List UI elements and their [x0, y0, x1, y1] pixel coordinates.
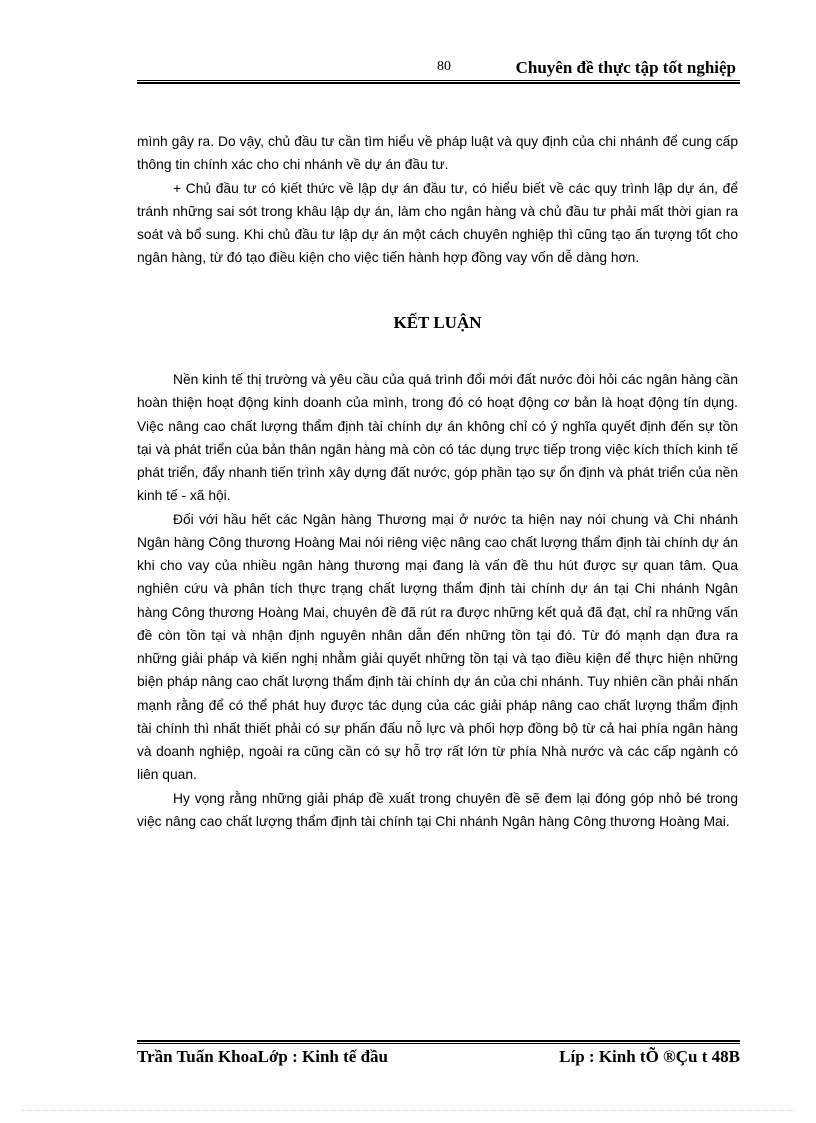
page-header — [137, 56, 740, 80]
conclusion-text — [137, 368, 738, 833]
footer-rule — [137, 1043, 740, 1044]
header-title: Chuyên đề thực tập tốt nghiệp — [515, 58, 736, 77]
paragraph: Hy vọng rằng những giải pháp đề xuất trong chuyên đề sẽ đem lại đóng góp nhỏ bé trong việc nâng cao chất lượng thẩm định tài chính tại Chi nhánh Ngân hàng Công thương Hoàng Mai. — [137, 790, 738, 829]
page-edge-divider — [22, 1110, 794, 1111]
header-rule — [137, 80, 740, 81]
footer-class: Líp : Kinh tÕ ®Çu t 48B — [559, 1047, 740, 1066]
paragraph: + Chủ đầu tư có kiết thức về lập dự án đầu tư, có hiểu biết về các quy trình lập dự án, để tránh những sai sót trong khâu lập dự án, làm cho ngân hàng và chủ đầu tư phải mất thời gian ra soát và bổ sung. Khi chủ đầu tư lập dự án một cách chuyên nghiệp thì cũng tạo ấn tượng tốt cho ngân hàng, từ đó tạo điều kiện cho việc tiến hành hợp đồng vay vốn dễ dàng hơn. — [137, 180, 738, 266]
footer-rule-thick — [137, 1040, 740, 1042]
page-footer — [137, 1045, 740, 1071]
header-rule-thick — [137, 82, 740, 84]
body-text — [137, 130, 738, 270]
page-number: 80 — [437, 59, 451, 74]
paragraph: Nền kinh tế thị trường và yêu cầu của quá trình đổi mới đất nước đòi hỏi các ngân hàng cần hoàn thiện hoạt động kinh doanh của mình, trong đó có hoạt động cơ bản là hoạt động tín dụng. Việc nâng cao chất lượng thẩm định tài chính dự án không chỉ có ý nghĩa quyết định đến sự tồn tại và phát triển của bản thân ngân hàng mà còn có tác dụng trực tiếp trong việc kích thích kinh tế phát triển, đẩy nhanh tiến trình xây dựng đất nước, góp phần tạo sự ổn định và phát triển của nền kinh tế - xã hội. — [137, 372, 738, 504]
footer-author: Trần Tuấn KhoaLớp : Kinh tế đầu — [137, 1047, 388, 1066]
paragraph: Đối với hầu hết các Ngân hàng Thương mại ở nước ta hiện nay nói chung và Chi nhánh Ngân hàng Công thương Hoàng Mai nói riêng việc nâng cao chất lượng thẩm định tài chính dự án khi cho vay của nhiều ngân hàng thương mại đang là vấn đề thu hút được sự quan tâm. Qua nghiên cứu và phân tích thực trạng chất lượng thẩm định tài chính dự án tại Chi nhánh Ngân hàng Công thương Hoàng Mai, chuyên đề đã rút ra được những kết quả đã đạt, chỉ ra những vấn đề còn tồn tại và nhận định nguyên nhân dẫn đến những tồn tại đó. Từ đó mạnh dạn đưa ra những giải pháp và kiến nghị nhằm giải quyết những tồn tại và tạo điều kiện để thực hiện những biện pháp nâng cao chất lượng thẩm định tài chính dự án của chi nhánh. Tuy nhiên cần phải nhấn mạnh rằng để có thể phát huy được tác dụng của các giải pháp nâng cao chất lượng thẩm định tài chính thì nhất thiết phải có sự phấn đấu nỗ lực và phối hợp đồng bộ từ cả hai phía ngân hàng và doanh nghiệp, ngoài ra cũng cần có sự hỗ trợ rất lớn từ phía Nhà nước và các cấp ngành có liên quan. — [137, 511, 738, 783]
paragraph: mình gây ra. Do vậy, chủ đầu tư cần tìm hiểu về pháp luật và quy định của chi nhánh để cung cấp thông tin chính xác cho chi nhánh về dự án đầu tư. — [137, 134, 738, 173]
section-heading: KẾT LUẬN — [393, 313, 482, 332]
